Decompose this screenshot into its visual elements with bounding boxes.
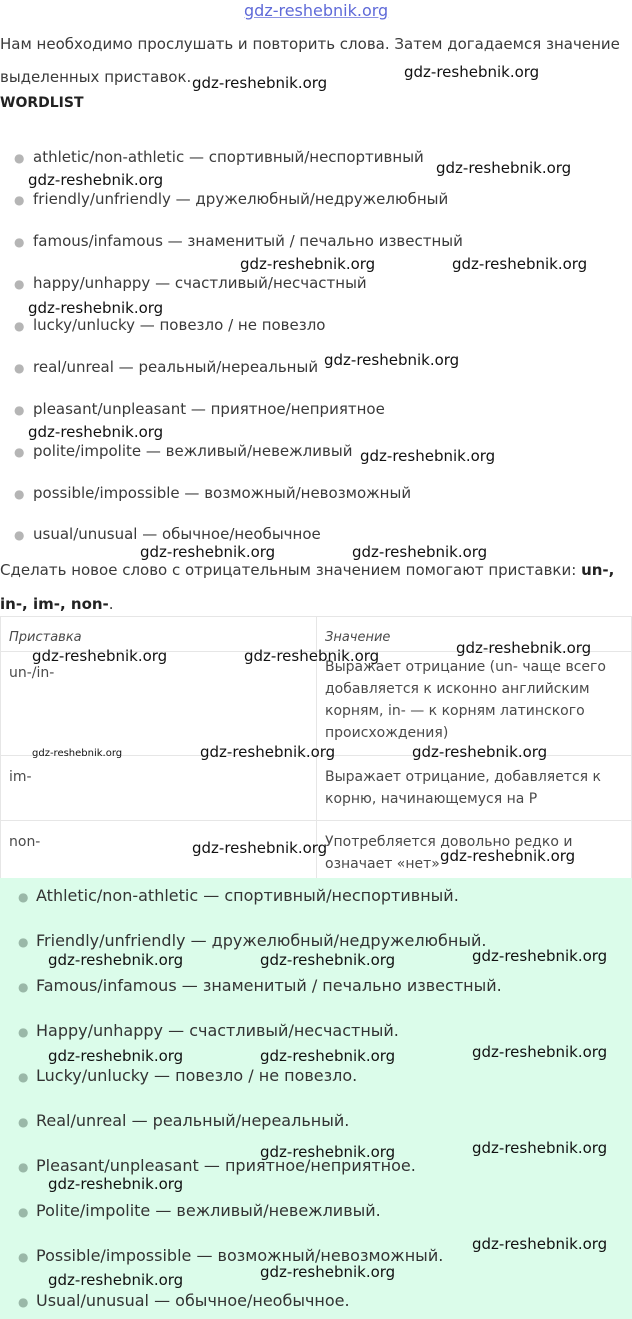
bullet-icon: ●	[18, 890, 29, 904]
answer-item-text: Pleasant/unpleasant — приятное/неприятное.	[36, 1156, 416, 1175]
watermark-text: gdz-reshebnik.org	[260, 1143, 396, 1161]
wordlist-item-text: friendly/unfriendly — дружелюбный/недружелюбный	[33, 190, 449, 208]
intro-text: Нам необходимо прослушать и повторить слова. Затем догадаемся значение выделенных приставок.	[0, 35, 620, 86]
answer-item	[18, 1291, 350, 1310]
watermark-text: gdz-reshebnik.org	[28, 299, 164, 317]
watermark-text: gdz-reshebnik.org	[472, 947, 608, 965]
bullet-icon: ●	[14, 528, 25, 542]
wordlist-item-text: lucky/unlucky — повезло / не повезло	[33, 316, 326, 334]
bullet-icon: ●	[14, 193, 25, 207]
wordlist-item-text: polite/impolite — вежливый/невежливый	[33, 442, 353, 460]
wordlist-item	[14, 358, 318, 376]
wordlist-item-text: pleasant/unpleasant — приятное/неприятное	[33, 400, 385, 418]
watermark-text: gdz-reshebnik.org	[48, 1175, 184, 1193]
wordlist-item	[14, 316, 326, 334]
bullet-icon: ●	[14, 445, 25, 459]
watermark-text: gdz-reshebnik.org	[472, 1043, 608, 1061]
watermark-text: gdz-reshebnik.org	[440, 847, 576, 865]
table-cell-meaning: Употребляется довольно редко и означает «нет»	[317, 821, 632, 886]
table-cell-meaning: Выражает отрицание (un- чаще всего добавляется к исконно английским корням, in- — к корням латинского происхождения)	[317, 652, 632, 756]
watermark-text: gdz-reshebnik.org	[244, 647, 380, 665]
wordlist-item	[14, 525, 321, 543]
wordlist-item-text: athletic/non-athletic — спортивный/неспортивный	[33, 148, 424, 166]
watermark-text: gdz-reshebnik.org	[404, 63, 540, 81]
watermark-text: gdz-reshebnik.org	[436, 159, 572, 177]
wordlist-item-text: possible/impossible — возможный/невозможный	[33, 484, 412, 502]
watermark-text: gdz-reshebnik.org	[32, 748, 123, 759]
bullet-icon: ●	[14, 277, 25, 291]
wordlist-item	[14, 400, 385, 418]
answer-item	[18, 976, 502, 995]
wordlist-heading: WORDLIST	[0, 95, 84, 111]
watermark-text: gdz-reshebnik.org	[472, 1235, 608, 1253]
watermark-text: gdz-reshebnik.org	[472, 1139, 608, 1157]
watermark-text: gdz-reshebnik.org	[260, 951, 396, 969]
answer-item-text: Happy/unhappy — счастливый/несчастный.	[36, 1021, 399, 1040]
answer-item-text: Friendly/unfriendly — дружелюбный/недружелюбный.	[36, 931, 487, 950]
watermark-text: gdz-reshebnik.org	[452, 255, 588, 273]
answer-item	[18, 1111, 349, 1130]
bullet-icon: ●	[18, 980, 29, 994]
prefix-note-end: .	[108, 595, 114, 613]
answer-item-text: Usual/unusual — обычное/необычное.	[36, 1291, 350, 1310]
watermark-text: gdz-reshebnik.org	[352, 543, 488, 561]
bullet-icon: ●	[14, 319, 25, 333]
answer-item-text: Possible/impossible — возможный/невозможный.	[36, 1246, 444, 1265]
bullet-icon: ●	[18, 1205, 29, 1219]
watermark-text: gdz-reshebnik.org	[260, 1047, 396, 1065]
watermark-text: gdz-reshebnik.org	[140, 543, 276, 561]
answer-item-text: Real/unreal — реальный/нереальный.	[36, 1111, 350, 1130]
watermark-text: gdz-reshebnik.org	[28, 171, 164, 189]
watermark-text: gdz-reshebnik.org	[32, 647, 168, 665]
bullet-icon: ●	[18, 1295, 29, 1309]
wordlist-item	[14, 484, 411, 502]
answer-item	[18, 1021, 399, 1040]
bullet-icon: ●	[18, 1115, 29, 1129]
prefix-list: un-, in-, im-, non-	[0, 561, 615, 613]
watermark-text: gdz-reshebnik.org	[324, 351, 460, 369]
wordlist-item	[14, 190, 448, 208]
watermark-text: gdz-reshebnik.org	[28, 423, 164, 441]
answer-item	[18, 886, 459, 905]
wordlist-item-text: real/unreal — реальный/нереальный	[33, 358, 319, 376]
bullet-icon: ●	[14, 235, 25, 249]
bullet-icon: ●	[14, 361, 25, 375]
watermark-text: gdz-reshebnik.org	[48, 951, 184, 969]
bullet-icon: ●	[14, 487, 25, 501]
bullet-icon: ●	[18, 1025, 29, 1039]
wordlist-item	[14, 148, 424, 166]
wordlist-item	[14, 274, 367, 292]
wordlist-item	[14, 442, 352, 460]
table-row	[1, 652, 632, 756]
table-cell-meaning: Выражает отрицание, добавляется к корню, начинающемуся на P	[317, 756, 632, 821]
prefix-note	[0, 553, 625, 621]
watermark-text: gdz-reshebnik.org	[456, 639, 592, 657]
answer-item-text: Polite/impolite — вежливый/невежливый.	[36, 1201, 381, 1220]
watermark-text: gdz-reshebnik.org	[48, 1271, 184, 1289]
answer-item	[18, 931, 486, 950]
watermark-text: gdz-reshebnik.org	[200, 743, 336, 761]
answer-item-text: Athletic/non-athletic — спортивный/неспортивный.	[36, 886, 459, 905]
bullet-icon: ●	[18, 1250, 29, 1264]
bullet-icon: ●	[14, 403, 25, 417]
bullet-icon: ●	[18, 935, 29, 949]
watermark-text: gdz-reshebnik.org	[412, 743, 548, 761]
table-cell-prefix: un-/in-	[1, 652, 317, 756]
watermark-text: gdz-reshebnik.org	[48, 1047, 184, 1065]
watermark-text: gdz-reshebnik.org	[260, 1263, 396, 1281]
wordlist-item	[14, 232, 463, 250]
column-header-meaning: Значение	[317, 617, 632, 652]
answer-item	[18, 1066, 357, 1085]
answer-item-text: Famous/infamous — знаменитый / печально известный.	[36, 976, 502, 995]
wordlist-item-text: happy/unhappy — счастливый/несчастный	[33, 274, 367, 292]
table-cell-prefix: im-	[1, 756, 317, 821]
prefix-note-text: Сделать новое слово с отрицательным значением помогают приставки:	[0, 561, 582, 579]
answer-item-text: Lucky/unlucky — повезло / не повезло.	[36, 1066, 358, 1085]
column-header-prefix: Приставка	[1, 617, 317, 652]
bullet-icon: ●	[18, 1070, 29, 1084]
watermark-text: gdz-reshebnik.org	[360, 447, 496, 465]
wordlist-item-text: usual/unusual — обычное/необычное	[33, 525, 321, 543]
wordlist-item-text: famous/infamous — знаменитый / печально известный	[33, 232, 463, 250]
watermark-text: gdz-reshebnik.org	[240, 255, 376, 273]
site-title-link[interactable]: gdz-reshebnik.org	[244, 1, 389, 20]
watermark-text: gdz-reshebnik.org	[192, 74, 328, 92]
answer-item	[18, 1201, 381, 1220]
table-cell-prefix: non-	[1, 821, 317, 886]
bullet-icon: ●	[18, 1160, 29, 1174]
table-row	[1, 756, 632, 821]
bullet-icon: ●	[14, 151, 25, 165]
watermark-text: gdz-reshebnik.org	[192, 839, 328, 857]
